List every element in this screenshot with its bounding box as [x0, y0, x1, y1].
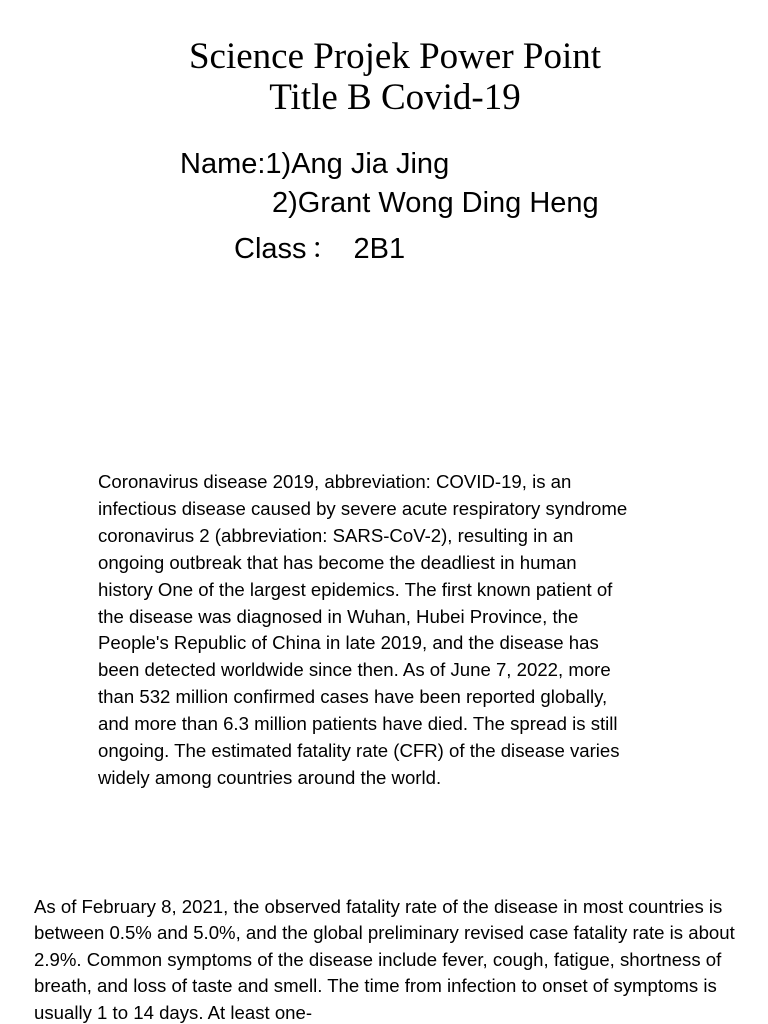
fatality-paragraph: As of February 8, 2021, the observed fatality rate of the disease in most countries is between 0.5% and 5.0%, and the global preliminary revised case fatality rate is about 2.9%. Common symptoms of the disease include fever, cough, fatigue, shortness of breath, and loss of taste and smell. The time from infection to onset of symptoms is usually 1 to 14 days. At least one-: [34, 896, 735, 1023]
intro-paragraph: Coronavirus disease 2019, abbreviation: COVID-19, is an infectious disease caused by severe acute respiratory syndrome coronavirus 2 (abbreviation: SARS-CoV-2), resulting in an ongoing outbreak that has become the deadliest in human history One of the largest epidemics. The first known patient of the disease was diagnosed in Wuhan, Hubei Province, the People's Republic of China in late 2019, and the disease has been detected worldwide since then. As of June 7, 2022, more than 532 million confirmed cases have been reported globally, and more than 6.3 million patients have died. The spread is still ongoing. The estimated fatality rate (CFR) of the disease varies widely among countries around the world.: [98, 471, 628, 788]
class-line: [234, 235, 405, 264]
document-title-line-2: Title B Covid-19: [269, 77, 521, 118]
student-name-2: 2)Grant Wong Ding Heng: [272, 187, 599, 219]
class-separator: ：: [310, 233, 340, 265]
class-value: 2B1: [353, 233, 406, 265]
document-title-line-1: Science Projek Power Point: [188, 36, 602, 77]
student-name-1-line: [180, 150, 449, 179]
student-name-1: 1)Ang Jia Jing: [265, 148, 450, 180]
name-label: Name:: [180, 148, 266, 180]
class-label: Class: [234, 233, 307, 265]
